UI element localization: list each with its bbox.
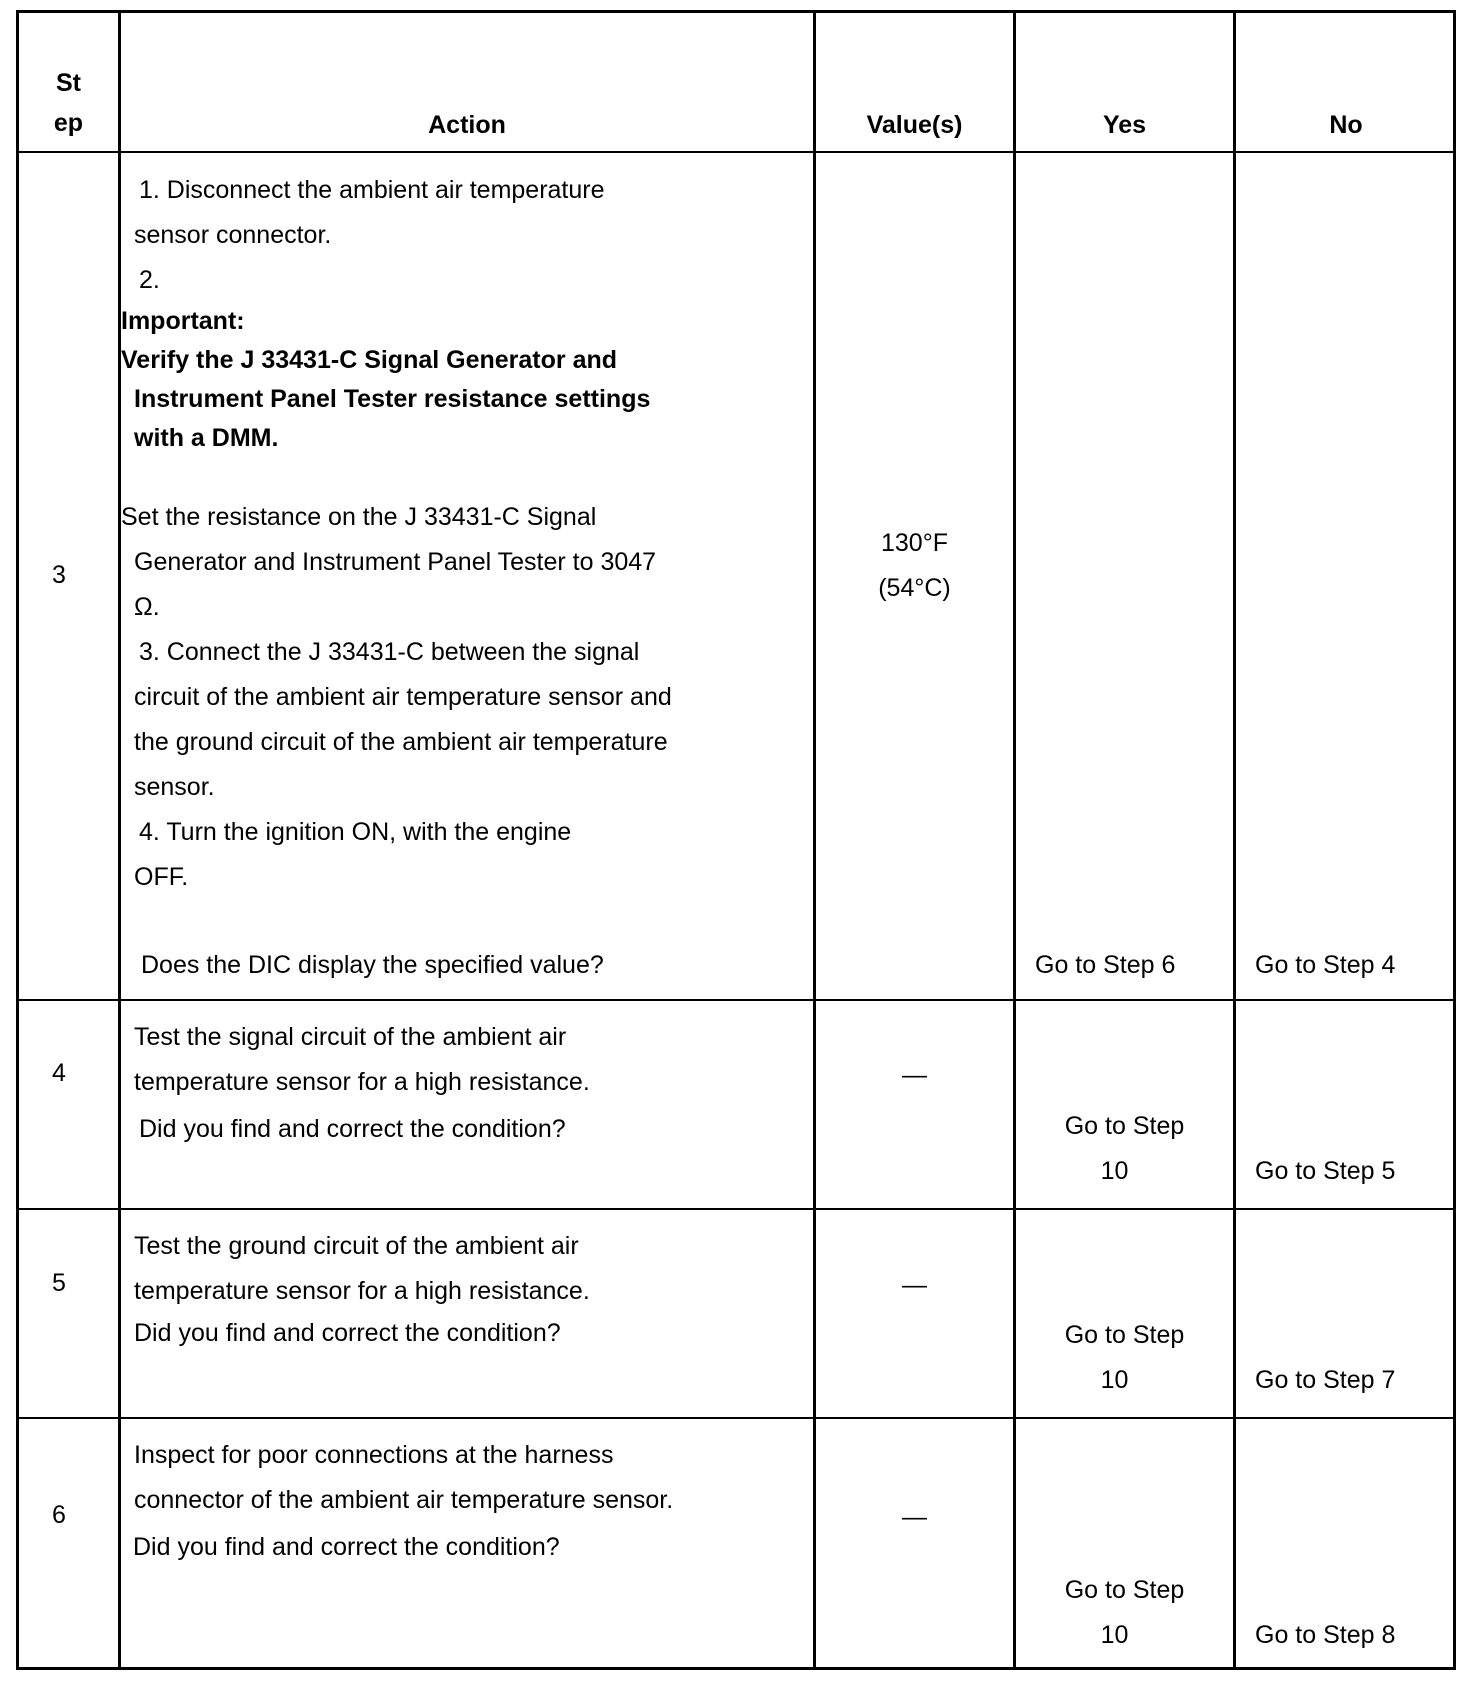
action-item-4-cont: OFF. <box>134 863 189 891</box>
yes-result-line: 10 <box>1100 1157 1129 1185</box>
action-question: Does the DIC display the specified value? <box>141 951 604 979</box>
header-action: Action <box>428 111 506 139</box>
no-result: Go to Step 8 <box>1255 1621 1396 1649</box>
header-step <box>19 63 118 143</box>
value-dash: — <box>902 1061 927 1089</box>
action-line: Test the ground circuit of the ambient air <box>134 1232 579 1260</box>
action-line: temperature sensor for a high resistance. <box>134 1068 590 1096</box>
yes-result-line: 10 <box>1100 1366 1129 1394</box>
value-line: 130°F <box>881 529 948 557</box>
yes-result-line: 10 <box>1100 1621 1129 1649</box>
yes-result-line: Go to Step <box>1064 1576 1185 1604</box>
row-divider <box>19 999 1453 1001</box>
yes-result-line: Go to Step <box>1064 1321 1185 1349</box>
action-question: Did you find and correct the condition? <box>134 1319 561 1347</box>
action-item-3-cont: circuit of the ambient air temperature sensor and <box>134 683 672 711</box>
no-result: Go to Step 5 <box>1255 1157 1396 1185</box>
action-item-2: 2. <box>139 266 160 294</box>
header-step-line: St <box>56 69 81 97</box>
action-item-3-cont: the ground circuit of the ambient air temperature <box>134 728 668 756</box>
action-line: temperature sensor for a high resistance. <box>134 1277 590 1305</box>
important-text-line: Verify the J 33431-C Signal Generator and <box>121 346 618 374</box>
step-number: 3 <box>52 561 66 589</box>
row-divider <box>19 151 1453 153</box>
value-dash: — <box>902 1271 927 1299</box>
set-resistance-line: Set the resistance on the J 33431-C Signal <box>121 503 597 531</box>
step-number: 4 <box>52 1059 66 1087</box>
set-resistance-line: Ω. <box>134 593 160 621</box>
action-question: Did you find and correct the condition? <box>139 1115 566 1143</box>
action-line: Inspect for poor connections at the harness <box>134 1441 614 1469</box>
yes-result: Go to Step 6 <box>1035 951 1176 979</box>
row-divider <box>19 1208 1453 1210</box>
action-line: connector of the ambient air temperature sensor. <box>134 1486 674 1514</box>
step-number: 5 <box>52 1269 66 1297</box>
set-resistance-line: Generator and Instrument Panel Tester to 3047 <box>134 548 657 576</box>
value-line: (54°C) <box>878 574 951 602</box>
no-result: Go to Step 4 <box>1255 951 1396 979</box>
step-number: 6 <box>52 1501 66 1529</box>
header-step-line: ep <box>53 109 84 137</box>
yes-result-line: Go to Step <box>1064 1112 1185 1140</box>
diagnostic-table <box>16 10 1456 1670</box>
action-line: Test the signal circuit of the ambient air <box>134 1023 567 1051</box>
important-label: Important: <box>121 307 245 335</box>
header-no: No <box>1329 111 1363 139</box>
row-divider <box>19 1417 1453 1419</box>
value-dash: — <box>902 1503 927 1531</box>
action-item-3: 3. Connect the J 33431-C between the signal <box>139 638 640 666</box>
important-text-line: with a DMM. <box>134 424 279 452</box>
action-item-1-cont: sensor connector. <box>134 221 332 249</box>
important-text-line: Instrument Panel Tester resistance settings <box>134 385 651 413</box>
header-yes: Yes <box>1102 111 1147 139</box>
action-item-4: 4. Turn the ignition ON, with the engine <box>139 818 572 846</box>
action-question: Did you find and correct the condition? <box>133 1533 560 1561</box>
header-values: Value(s) <box>866 111 963 139</box>
action-item-1: 1. Disconnect the ambient air temperature <box>139 176 605 204</box>
no-result: Go to Step 7 <box>1255 1366 1396 1394</box>
action-item-3-cont: sensor. <box>134 773 215 801</box>
